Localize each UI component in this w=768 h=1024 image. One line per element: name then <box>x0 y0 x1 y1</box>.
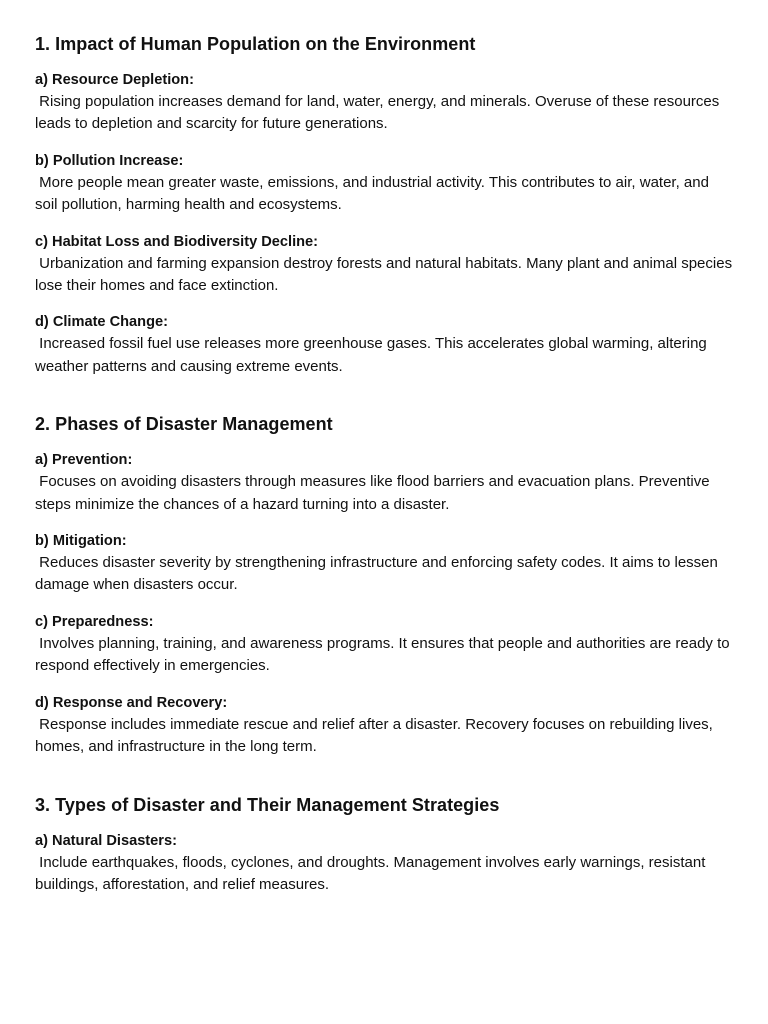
item-heading: d) Response and Recovery: <box>35 694 228 711</box>
item-heading: a) Resource Depletion: <box>35 72 194 88</box>
section-title: 3. Types of Disaster and Their Management Strategies <box>35 794 500 815</box>
item-body: Urbanization and farming expansion destroy forests and natural habitats. Many plant and animal species lose their homes and face extinction. <box>35 254 737 295</box>
list-item-pollution-increase <box>35 150 735 217</box>
item-heading: a) Natural Disasters: <box>35 832 177 849</box>
list-item-prevention <box>35 449 735 516</box>
section-title: 2. Phases of Disaster Management <box>35 414 333 435</box>
item-heading: b) Pollution Increase: <box>35 152 184 169</box>
item-heading: a) Prevention: <box>35 452 133 469</box>
item-heading: b) Mitigation: <box>35 533 127 550</box>
list-item-response-recovery <box>35 692 735 759</box>
list-item-natural-disasters <box>35 830 735 897</box>
item-body: Include earthquakes, floods, cyclones, and droughts. Management involves early warnings, resistant buildings, afforestation, and relief measures. <box>35 853 710 893</box>
item-body: Response includes immediate rescue and relief after a disaster. Recovery focuses on rebuilding lives, homes, and infrastructure in the long term. <box>35 715 718 756</box>
section-population-impact <box>35 32 735 378</box>
item-heading: d) Climate Change: <box>35 314 168 331</box>
item-body: More people mean greater waste, emissions, and industrial activity. This contributes to air, water, and soil pollution, harming health and ecosystems. <box>35 173 714 214</box>
list-item-resource-depletion <box>35 69 735 136</box>
document-page <box>35 32 735 910</box>
item-heading: c) Habitat Loss and Biodiversity Decline: <box>35 233 319 250</box>
list-item-mitigation <box>35 530 735 597</box>
list-item-climate-change <box>35 311 735 378</box>
section-title: 1. Impact of Human Population on the Environment <box>35 34 476 54</box>
item-body: Focuses on avoiding disasters through measures like flood barriers and evacuation plans. Preventive steps minimize the chances of a hazard turning into a disaster. <box>35 473 714 513</box>
item-body: Reduces disaster severity by strengthening infrastructure and enforcing safety codes. It aims to lessen damage when disasters occur. <box>35 554 723 594</box>
item-body: Increased fossil fuel use releases more greenhouse gases. This accelerates global warming, altering weather patterns and causing extreme events. <box>35 335 711 375</box>
section-disaster-types <box>35 793 735 897</box>
section-disaster-phases <box>35 412 735 758</box>
item-body: Involves planning, training, and awareness programs. It ensures that people and authorities are ready to respond effectively in emergencies. <box>35 634 734 675</box>
list-item-preparedness <box>35 611 735 678</box>
item-heading: c) Preparedness: <box>35 613 154 630</box>
item-body: Rising population increases demand for land, water, energy, and minerals. Overuse of these resources leads to depletion and scarcity for future generations. <box>35 93 724 133</box>
list-item-habitat-loss <box>35 231 735 298</box>
